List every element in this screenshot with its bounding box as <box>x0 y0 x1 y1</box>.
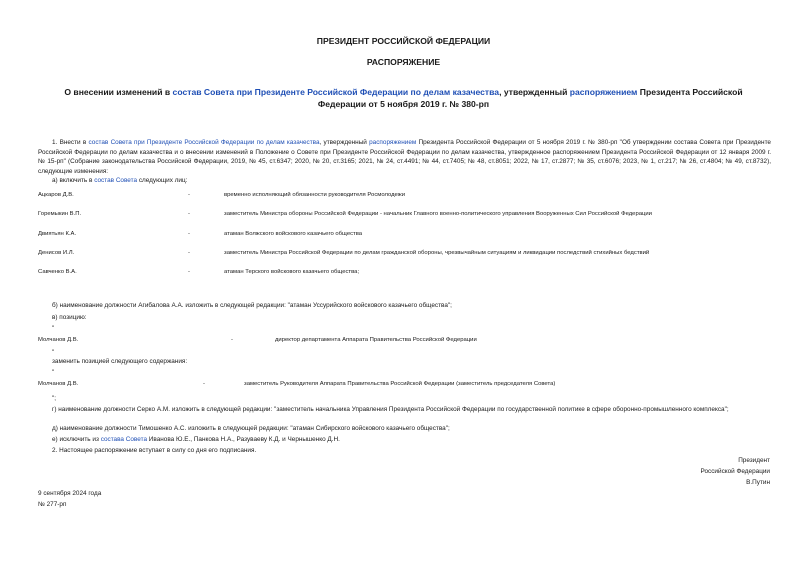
title-link-order[interactable]: распоряжением <box>569 87 638 97</box>
intro-link-council-composition[interactable]: состав Совета при Президенте Российской Федерации по делам казачества <box>88 139 320 146</box>
item-e <box>52 435 340 445</box>
member-dash: - <box>188 269 190 275</box>
member-position: атаман Терского войскового казачьего общества; <box>224 269 360 275</box>
document-date: 9 сентября 2024 года <box>38 490 102 497</box>
document-authority: ПРЕЗИДЕНТ РОССИЙСКОЙ ФЕДЕРАЦИИ <box>316 36 491 46</box>
item-2: 2. Настоящее распоряжение вступает в силу со дня его подписания. <box>52 447 257 454</box>
member-name: Ацкаров Д.В. <box>38 192 74 198</box>
title-text-3: Президента Российской Федерации от 5 ноября 2019 г. № 380-рп <box>317 87 743 109</box>
document-number: № 277-рп <box>38 501 67 508</box>
quote-open: " <box>52 369 55 376</box>
member-dash: - <box>188 231 190 237</box>
quote-open: " <box>52 349 55 356</box>
signature-title: Президент <box>738 457 770 464</box>
title-link-council-composition[interactable]: состав Совета при Президенте Российской Федерации по делам казачества <box>172 87 500 97</box>
member-dash: - <box>188 250 190 256</box>
member-name: Горемыкин В.П. <box>38 211 82 217</box>
old-position-title: директор департамента Аппарата Правительства Российской Федерации <box>275 337 477 343</box>
member-position: атаман Волжского войскового казачьего общества <box>224 231 363 237</box>
document-type: РАСПОРЯЖЕНИЕ <box>366 57 441 67</box>
signature-country: Российской Федерации <box>700 468 770 475</box>
item-a-text-1: а) включить в <box>52 177 95 184</box>
member-position: заместитель Министра Российской Федерации по делам гражданской обороны, чрезвычайным ситуациям и ликвидации последствий стихийных бедствий <box>224 250 650 256</box>
item-e-text-1: е) исключить из <box>52 436 101 443</box>
member-position: временно исполняющий обязанности руководителя Росмолодежи <box>224 192 406 198</box>
new-position-dash: - <box>203 381 205 387</box>
quote-open: " <box>52 325 55 332</box>
title-text-1: О внесении изменений в <box>64 87 173 97</box>
item-e-text-2: Иванова Ю.Е., Панкова Н.А., Разуваеву К.Д. и Чернышенко Д.Н. <box>147 436 340 443</box>
old-position-dash: - <box>231 337 233 343</box>
intro-text-3: Президента Российской Федерации от 5 ноября 2019 г. № 380-рп "Об утверждении состава Совета при Президенте Российской Федерации по делам казачества и о внесении изменений в Положение о Совете при Президенте Российской Федерации по делам казачества, утвержденное распоряжением Президента Российской Федерации от 12 января 2009 г. № 15-рп" (Собрание законодательства Российской Федерации, 2019, № 45, ст.6347; 2020, № 20, ст.3165; 2021, № 24, ст.4491; № 44, ст.7405; № 48, ст.8051; 2022, № 17, ст.2877; № 35, ст.6076; 2023, № 1, ст.217; № 26, ст.4804; № 49, ст.8732), следующие изменения: <box>38 139 771 175</box>
item-b: б) наименование должности Агибалова А.А. изложить в следующей редакции: "атаман Уссурийского войскового казачьего общества"; <box>52 302 452 309</box>
title-text-2: , утвержденный <box>499 87 570 97</box>
intro-text-2: , утвержденный <box>319 139 370 146</box>
new-position-title: заместитель Руководителя Аппарата Правительства Российской Федерации (заместитель председателя Совета) <box>244 381 556 387</box>
item-g: г) наименование должности Серко А.М. изложить в следующей редакции: "заместитель начальника Управления Президента Российской Федерации по государственной политике в сфере оборонно-промышленного комплекса"; <box>52 406 729 413</box>
member-name: Савченко В.А. <box>38 269 77 275</box>
item-a-text-2: следующих лиц: <box>137 177 188 184</box>
member-name: Двиятьян К.А. <box>38 231 77 237</box>
member-dash: - <box>188 192 190 198</box>
intro-text-1: 1. Внести в <box>52 139 89 146</box>
item-v: в) позицию: <box>52 314 87 321</box>
replace-text: заменить позицией следующего содержания: <box>52 358 188 365</box>
document-title <box>40 86 767 110</box>
item-e-link-council[interactable]: состава Совета <box>100 436 148 443</box>
item-a <box>52 176 187 186</box>
member-dash: - <box>188 211 190 217</box>
old-position-name: Молчанов Д.В. <box>38 337 79 343</box>
quote-close: "; <box>52 395 57 402</box>
new-position-name: Молчанов Д.В. <box>38 381 79 387</box>
member-name: Денисов И.Л. <box>38 250 75 256</box>
item-d: д) наименование должности Тимошенко А.С. изложить в следующей редакции: "атаман Сибирского войскового казачьего общества"; <box>52 425 450 432</box>
item-a-link-council[interactable]: состав Совета <box>94 177 138 184</box>
intro-link-order[interactable]: распоряжением <box>369 139 417 146</box>
member-position: заместитель Министра обороны Российской Федерации - начальник Главного военно-политического управления Вооруженных Сил Российской Федерации <box>224 211 652 217</box>
intro-paragraph <box>38 138 771 176</box>
signature-name: В.Путин <box>746 479 770 486</box>
